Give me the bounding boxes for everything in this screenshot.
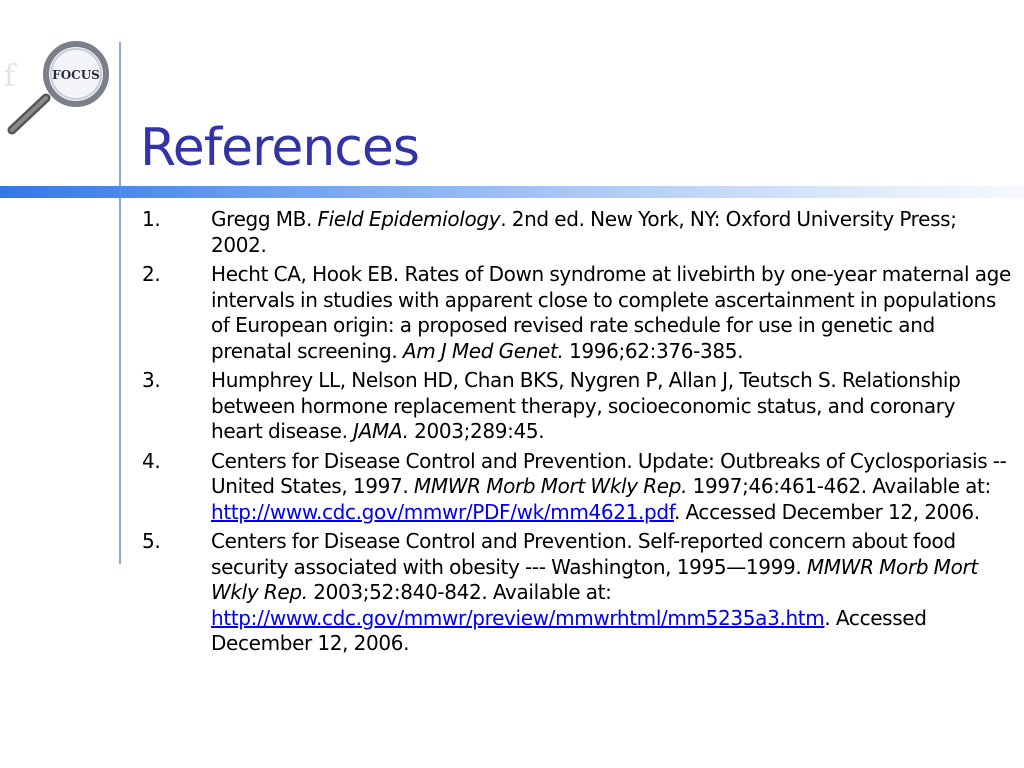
reference-item bbox=[142, 449, 1012, 526]
vertical-divider bbox=[119, 42, 121, 564]
reference-text: Humphrey LL, Nelson HD, Chan BKS, Nygren P, Allan J, Teutsch S. Relationship between hormone replacement therapy, socioeconomic status, and coronary heart disease. bbox=[211, 368, 961, 443]
reference-link[interactable]: http://www.cdc.gov/mmwr/PDF/wk/mm4621.pdf bbox=[211, 499, 674, 524]
reference-item bbox=[142, 529, 1012, 657]
magnifier-icon bbox=[0, 40, 120, 140]
reference-text: Hecht CA, Hook EB. Rates of Down syndrome at livebirth by one-year maternal age intervals in studies with apparent close to complete ascertainment in populations of European origin: a proposed revised rate schedule for use in genetic and prenatal screening. bbox=[211, 262, 1011, 363]
reference-number: 3. bbox=[142, 368, 161, 392]
reference-link[interactable]: http://www.cdc.gov/mmwr/preview/mmwrhtml/mm5235a3.htm bbox=[211, 605, 825, 630]
reference-text: . 2nd ed. New York, NY: Oxford University Press; 2002. bbox=[211, 207, 957, 257]
reference-journal-title: MMWR Morb Mort Wkly Rep. bbox=[413, 474, 688, 498]
title-underline-bar bbox=[0, 186, 1024, 198]
reference-item bbox=[142, 262, 1012, 364]
reference-item bbox=[142, 207, 1012, 258]
reference-item bbox=[142, 368, 1012, 445]
reference-text: . Accessed December 12, 2006. bbox=[673, 499, 980, 524]
reference-number: 2. bbox=[142, 262, 161, 286]
reference-text: Centers for Disease Control and Prevention. Self-reported concern about food security associated with obesity --- Washington, 1995—1999. bbox=[211, 529, 956, 579]
reference-text: . Accessed December 12, 2006. bbox=[211, 605, 927, 655]
logo-text: FOCUS bbox=[52, 68, 100, 82]
reference-journal-title: Field Epidemiology bbox=[317, 207, 501, 231]
reference-number: 1. bbox=[142, 207, 161, 231]
reference-journal-title: Am J Med Genet. bbox=[402, 338, 564, 363]
reference-text: 2003;52:840-842. Available at: bbox=[307, 580, 612, 604]
reference-number: 4. bbox=[142, 448, 161, 473]
reference-text: Gregg MB. bbox=[211, 207, 318, 231]
reference-list bbox=[142, 207, 1012, 661]
reference-journal-title: MMWR Morb Mort Wkly Rep. bbox=[211, 554, 978, 604]
reference-number: 5. bbox=[142, 529, 161, 553]
reference-text: Centers for Disease Control and Prevention. Update: Outbreaks of Cyclosporiasis -- United States, 1997. bbox=[211, 448, 1007, 498]
page-title: References bbox=[140, 118, 419, 178]
reference-text: 2003;289:45. bbox=[408, 419, 545, 443]
reference-text: 1997;46:461-462. Available at: bbox=[687, 474, 991, 498]
reference-journal-title: JAMA. bbox=[353, 419, 409, 443]
reference-text: 1996;62:376-385. bbox=[563, 338, 744, 363]
focus-logo bbox=[0, 40, 120, 140]
logo-watermark-letter: f bbox=[4, 59, 16, 94]
